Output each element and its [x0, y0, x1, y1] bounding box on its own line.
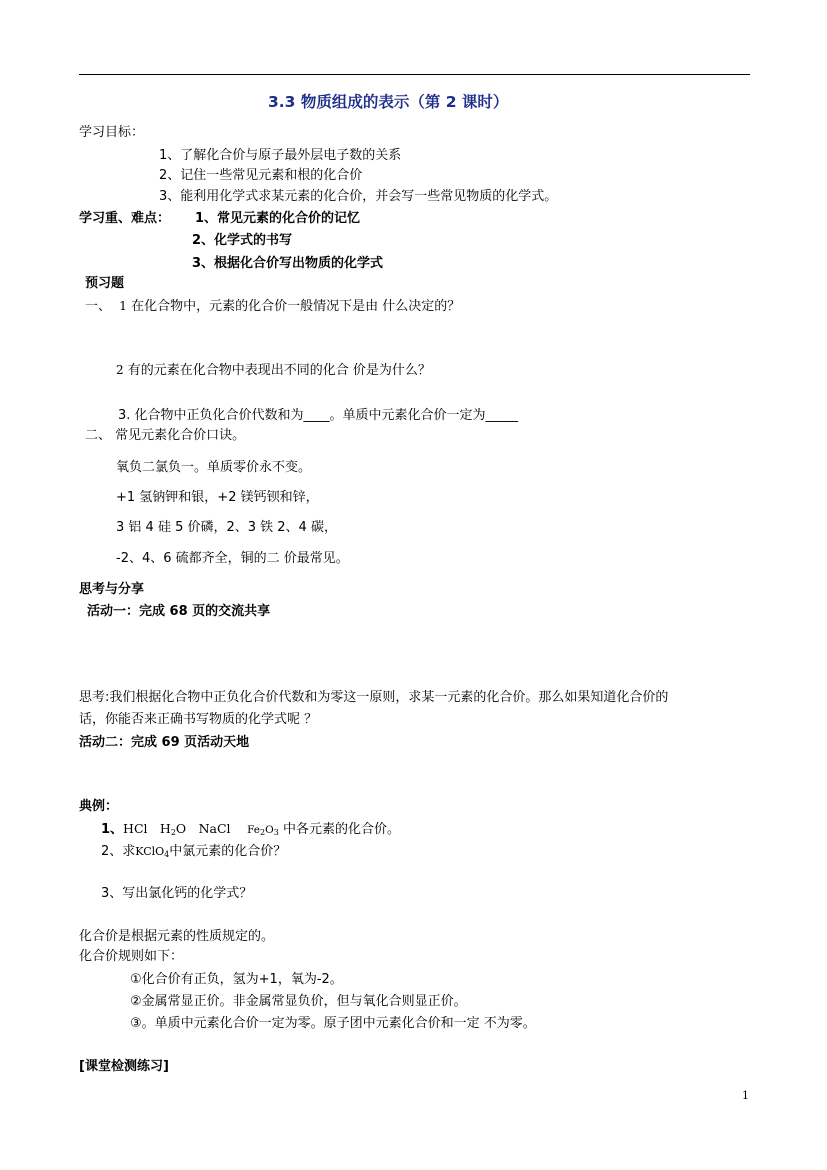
example-text: 中氯元素的化合价？ [169, 844, 287, 859]
activity-2: 活动二：完成 69 页活动天地 [79, 735, 250, 750]
mnemonic-line: -2、4、6 硫都齐全，铜的二 价最常见。 [116, 551, 349, 566]
goal-item: 3、能利用化学式求某元素的化合价，并会写一些常见物质的化学式。 [159, 189, 558, 204]
activity-1: 活动一：完成 68 页的交流共享 [87, 604, 271, 619]
practice-heading: [课堂检测练习] [79, 1059, 169, 1074]
question-prefix: 一、 [85, 299, 112, 314]
mnemonic-line: 3 铝 4 硅 5 价磷，2、3 铁 2、4 碳， [116, 520, 337, 535]
think-heading: 思考与分享 [79, 582, 145, 597]
rule-item: ③。单质中元素化合价一定为零。原子团中元素化合价和一定 不为零。 [130, 1016, 536, 1031]
question-3: 3. 化合物中正负化合价代数和为____。单质中元素化合价一定为_____ [118, 408, 519, 423]
example-text: 中各元素的化合价。 [282, 822, 400, 837]
goal-item: 1、了解化合价与原子最外层电子数的关系 [159, 148, 402, 163]
question-text: 有的元素在化合物中表现出不同的化合 价是为什么？ [127, 363, 431, 378]
mnemonic-line: 氧负二氯负一。单质零价永不变。 [116, 460, 312, 475]
question-text: 在化合物中，元素的化合价一般情况下是由 什么决定的？ [131, 299, 461, 314]
example-1 [101, 821, 400, 838]
formula-h2o: $H_2O$ [159, 821, 187, 837]
keypoint-item: 3、根据化合价写出物质的化学式 [192, 256, 384, 271]
example-prefix: 2、求 [101, 844, 136, 859]
question-number: 1 [119, 299, 127, 313]
formula-kclo4: KClO$_4$ [135, 845, 170, 859]
goals-heading: 学习目标： [79, 125, 145, 140]
formula-hcl: HCl [123, 821, 148, 836]
example-3: 3、写出氯化钙的化学式？ [101, 886, 253, 901]
rules-intro: 化合价是根据元素的性质规定的。 [79, 929, 275, 944]
example-number: 1、 [101, 822, 124, 837]
rules-heading: 化合价规则如下： [79, 949, 184, 964]
rule-item: ②金属常显正价。非金属常显负价，但与氧化合则显正价。 [130, 994, 467, 1009]
think-paragraph-line: 话，你能否来正确书写物质的化学式呢 ？ [79, 712, 318, 727]
question-number: 2 [116, 363, 124, 377]
question-2 [116, 362, 431, 379]
preview-heading: 预习题 [85, 276, 125, 291]
formula-fe2o3: $Fe_2O_3$ [247, 824, 279, 837]
keypoint-item: 1、常见元素的化合价的记忆 [195, 211, 361, 226]
example-heading: 典例： [79, 799, 119, 814]
page-number: 1 [742, 1089, 749, 1102]
example-2 [101, 844, 286, 860]
goal-item: 2、记住一些常见元素和根的化合价 [159, 168, 363, 183]
question-1 [85, 298, 460, 315]
page-title: 3.3 物质组成的表示（第 2 课时） [268, 93, 509, 111]
header-rule [79, 74, 750, 75]
keypoint-item: 2、化学式的书写 [192, 233, 293, 248]
keypoints-heading: 学习重、难点： [79, 211, 171, 226]
rule-item: ①化合价有正负，氢为+1，氧为-2。 [130, 972, 343, 987]
think-paragraph-line: 思考:我们根据化合物中正负化合价代数和为零这一原则，求某一元素的化合价。那么如果知道化合价的 [79, 690, 669, 705]
question-4: 二、 常见元素化合价口诀。 [85, 428, 246, 443]
formula-nacl: NaCl [198, 821, 231, 836]
mnemonic-line: +1 氢钠钾和银，+2 镁钙钡和锌， [116, 490, 319, 505]
